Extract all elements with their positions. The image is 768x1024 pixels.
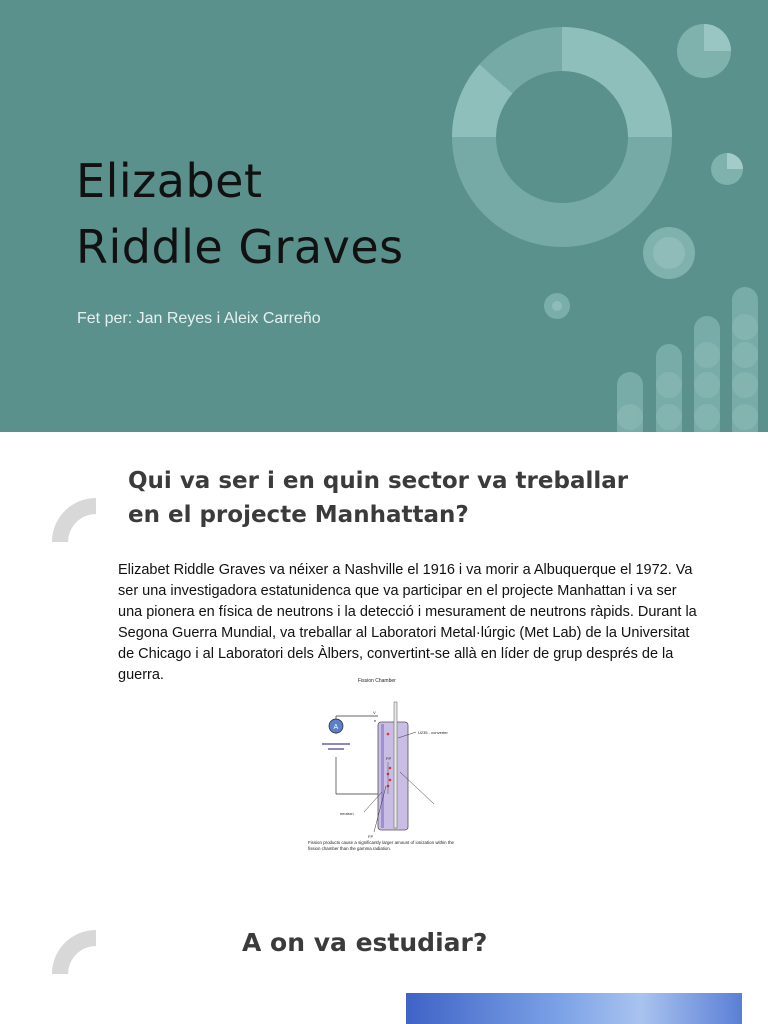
decorative-ring-segment xyxy=(562,49,650,137)
page-title xyxy=(76,148,404,280)
quarter-circle-decoration xyxy=(52,498,96,542)
university-photo xyxy=(406,993,742,1024)
heading-line-1: Qui va ser i en quin sector va treballar xyxy=(128,468,629,494)
diagram-caption: Fission products cause a significantly larger amount of ionization within the fission chamber than the gamma radiation. xyxy=(308,840,454,851)
biography-paragraph: Elizabet Riddle Graves va néixer a Nashville el 1916 i va morir a Albuquerque el 1972. Va ser una investigadora estatunidenca que va participar en el projecte Manhattan i va ser una pionera en física de neutrons i la detecció i mesurament de neutrons ràpids. Durant la Segona Guerra Mundial, va treballar al Laboratori Metal·lúrgic (Met Lab) de la Universitat de Chicago i al Laboratori dels Àlbers, convertint-se allà en líder de grup després de la guerra. xyxy=(118,562,697,683)
label-neutron: neutron xyxy=(340,811,354,816)
label-n: n xyxy=(374,718,377,723)
label-converter: U235 - converter xyxy=(418,730,448,735)
authors-subtitle: Fet per: Jan Reyes i Aleix Carreño xyxy=(77,310,321,327)
heading-line-2: en el projecte Manhattan? xyxy=(128,502,469,528)
label-fp-bottom: FP xyxy=(368,834,374,839)
section-heading-manhattan xyxy=(128,464,628,532)
diagram-title: Fission Chamber xyxy=(358,678,396,684)
title-line-2: Riddle Graves xyxy=(76,220,404,274)
ammeter-label: A xyxy=(333,724,339,731)
label-fp-top: FP xyxy=(386,756,392,761)
title-banner xyxy=(0,0,768,432)
label-v: V xyxy=(373,710,376,715)
section-heading-studies: A on va estudiar? xyxy=(242,928,488,957)
quarter-circle-decoration xyxy=(52,930,96,974)
fission-chamber-diagram xyxy=(306,672,464,860)
title-line-1: Elizabet xyxy=(76,154,263,208)
